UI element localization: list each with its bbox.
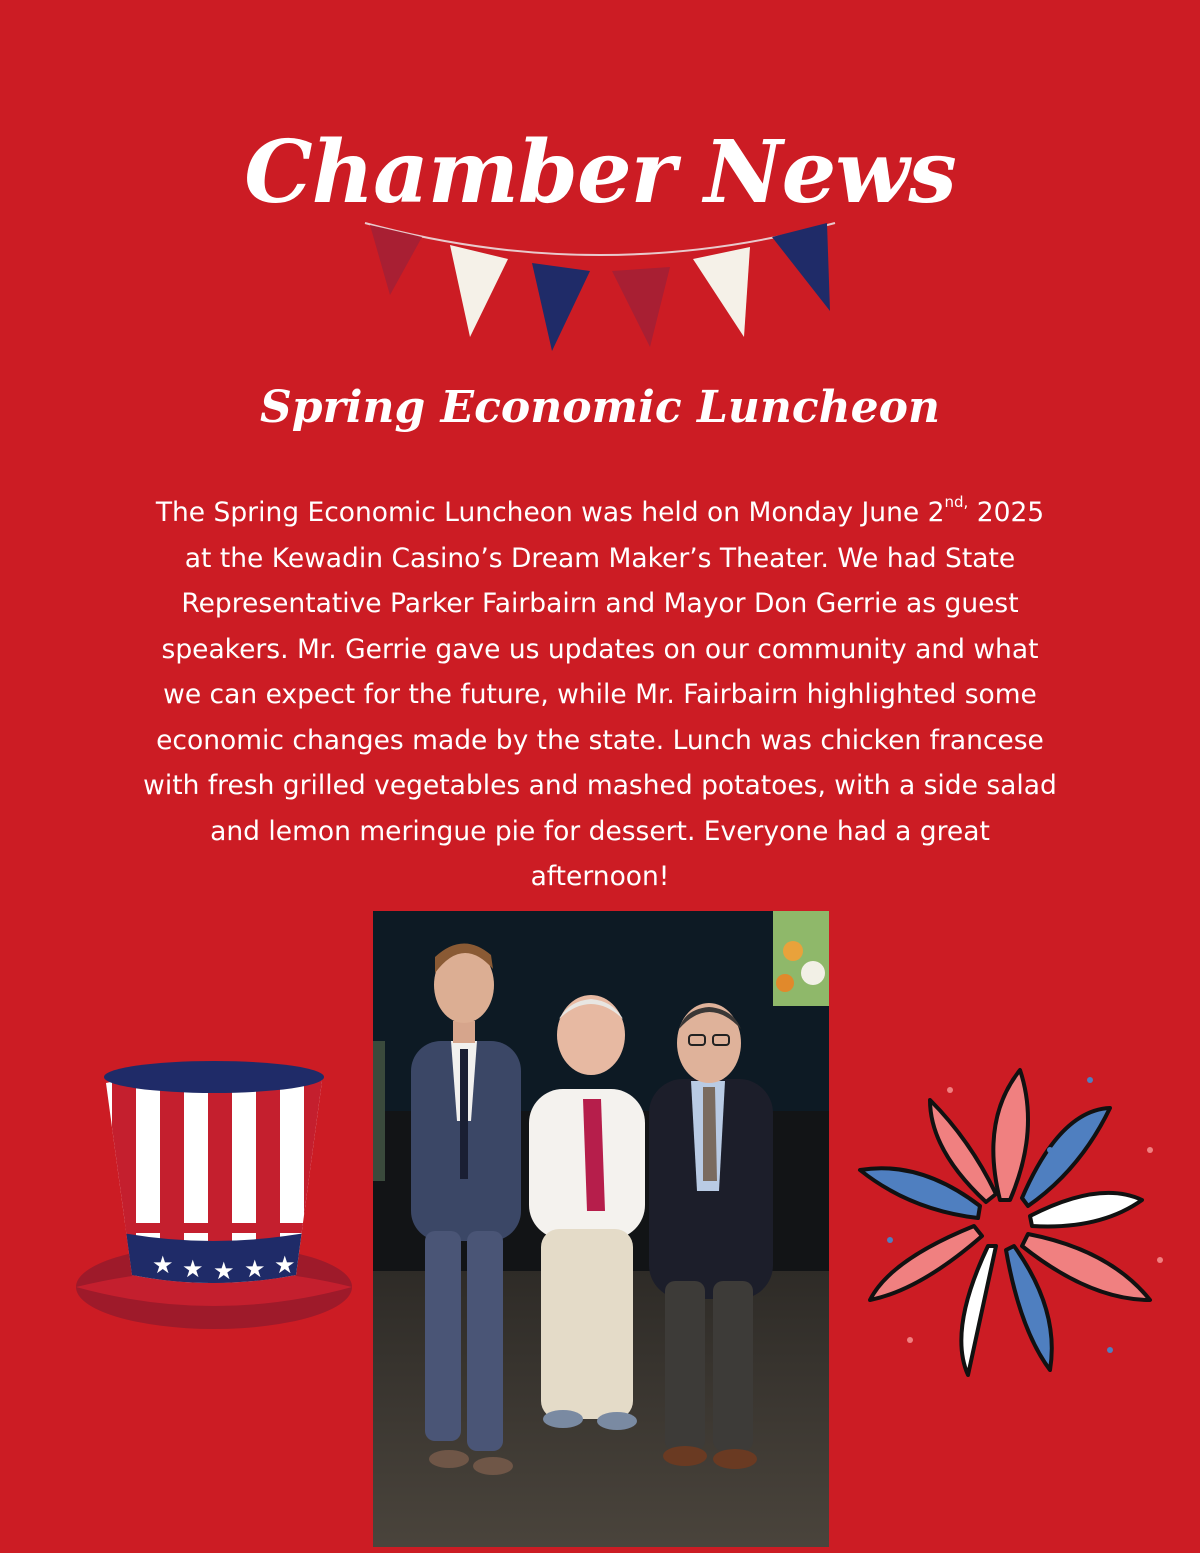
svg-text:★: ★ (244, 1255, 266, 1283)
page-title: Chamber News (244, 122, 956, 223)
pennant-3 (532, 263, 590, 351)
pennant-2 (450, 245, 508, 337)
bunting-banner-icon (360, 215, 840, 360)
pennant-4 (612, 267, 670, 347)
firework-burst-icon (850, 1050, 1180, 1380)
svg-text:★: ★ (182, 1255, 204, 1283)
article-body (140, 490, 1060, 900)
article-body-part-2: 2025 at the Kewadin Casino’s Dream Maker’s Theater. We had State Representative Parker Fairbairn and Mayor Don Gerrie as guest speakers. Mr. Gerrie gave us updates on our community and what we can expect for the future, while Mr. Fairbairn highlighted some economic changes made by the state. Lunch was chicken francese with fresh grilled vegetables and mashed potatoes, with a side salad and lemon meringue pie for dessert. Everyone had a great afternoon! (143, 497, 1057, 892)
event-photo (373, 911, 829, 1547)
article-body-part-1: The Spring Economic Luncheon was held on Monday June 2 (155, 497, 945, 528)
svg-text:★: ★ (274, 1251, 296, 1279)
svg-text:★: ★ (152, 1251, 174, 1279)
pennant-6 (772, 223, 830, 311)
article-body-ordinal: nd, (944, 493, 969, 511)
pennant-5 (693, 247, 750, 337)
article-heading: Spring Economic Luncheon (260, 382, 940, 433)
svg-text:★: ★ (213, 1257, 235, 1285)
pennant-1 (370, 225, 422, 295)
uncle-sam-hat-icon (72, 1055, 356, 1335)
